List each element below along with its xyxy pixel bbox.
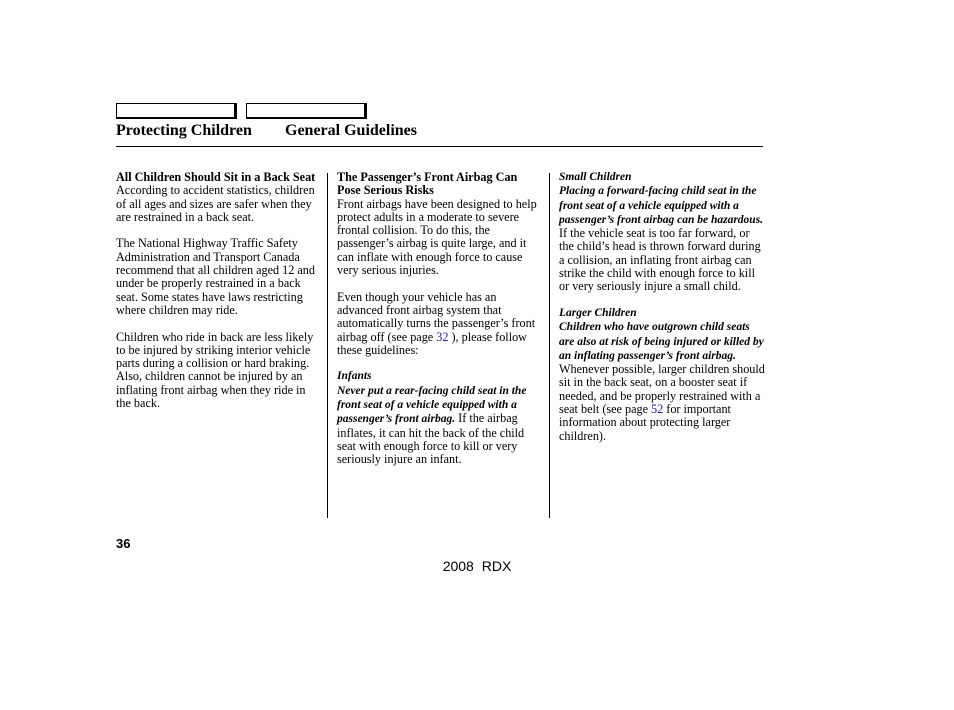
next-page-button[interactable]: [246, 103, 367, 119]
page-link-52[interactable]: 52: [651, 402, 664, 417]
column-divider: [549, 173, 550, 518]
column-divider: [327, 173, 328, 518]
subsection-title: General Guidelines: [285, 122, 417, 139]
warning-text: Never put a rear-facing child seat in the front seat of a vehicle equipped with a passenger’s front airbag.: [337, 384, 527, 426]
footer-model: 2008 RDX: [442, 558, 512, 574]
subheading-infants: Infants: [337, 370, 372, 383]
column-children-sizes: [559, 171, 765, 456]
page-number: 36: [116, 536, 131, 551]
column-passenger-airbag: [337, 171, 543, 480]
paragraph: Even though your vehicle has an advanced front airbag system that automatically turns the passenger’s front airbag off (see page 32 ), please follow these guidelines:: [337, 289, 536, 357]
warning-text: Placing a forward-facing child seat in the front seat of a vehicle equipped with a passenger’s front airbag can be hazardous.: [559, 185, 764, 226]
paragraph: Children who ride in back are less likely to be injured by striking interior vehicle parts during a collision or hard braking. Also, children cannot be injured by an inflating front airbag when they ride in the back.: [116, 329, 314, 411]
paragraph: Never put a rear-facing child seat in the front seat of a vehicle equipped with a passenger’s front airbag. If the airbag inflates, it can hit the back of the child seat with enough force to kill or very seriously injure an infant.: [337, 384, 527, 467]
heading-passenger-airbag: The Passenger’s Front Airbag Can Pose Serious Risks: [337, 170, 518, 198]
paragraph: Children who have outgrown child seats are also at risk of being injured or killed by an inflating passenger’s front airbag. Whenever possible, larger children should sit in the back seat, on a booster seat if needed, and be properly restrained with a seat belt (see page 52 for important information about protecting larger children).: [559, 321, 765, 443]
page-link-32[interactable]: 32: [436, 329, 449, 344]
subheading-larger-children: Larger Children: [559, 306, 637, 319]
previous-page-button[interactable]: [116, 103, 237, 119]
paragraph: According to accident statistics, children of all ages and sizes are safer when they are restrained in a back seat.: [116, 183, 315, 224]
header-rule: [116, 146, 763, 147]
column-back-seat: [116, 171, 320, 424]
section-title: Protecting Children: [116, 122, 252, 139]
heading-back-seat: All Children Should Sit in a Back Seat: [116, 170, 316, 184]
paragraph: Placing a forward-facing child seat in the front seat of a vehicle equipped with a passenger’s front airbag can be hazardous. If the vehicle seat is too far forward, or the child’s head is thrown forward during a collision, an inflating front airbag can strike the child with enough force to kill or very seriously injure a small child.: [559, 185, 764, 294]
paragraph: Front airbags have been designed to help protect adults in a moderate to severe frontal collision. To do this, the passenger’s airbag is quite large, and it can inflate with enough force to cause very serious injuries.: [337, 196, 537, 278]
subheading-small-children: Small Children: [559, 171, 632, 183]
paragraph: The National Highway Traffic Safety Administration and Transport Canada recommend that all children aged 12 and under be properly restrained in a back seat. Some states have laws restricting where children may ride.: [116, 236, 315, 317]
warning-text: Children who have outgrown child seats are also at risk of being injured or killed by an inflating passenger’s front airbag.: [559, 321, 764, 362]
